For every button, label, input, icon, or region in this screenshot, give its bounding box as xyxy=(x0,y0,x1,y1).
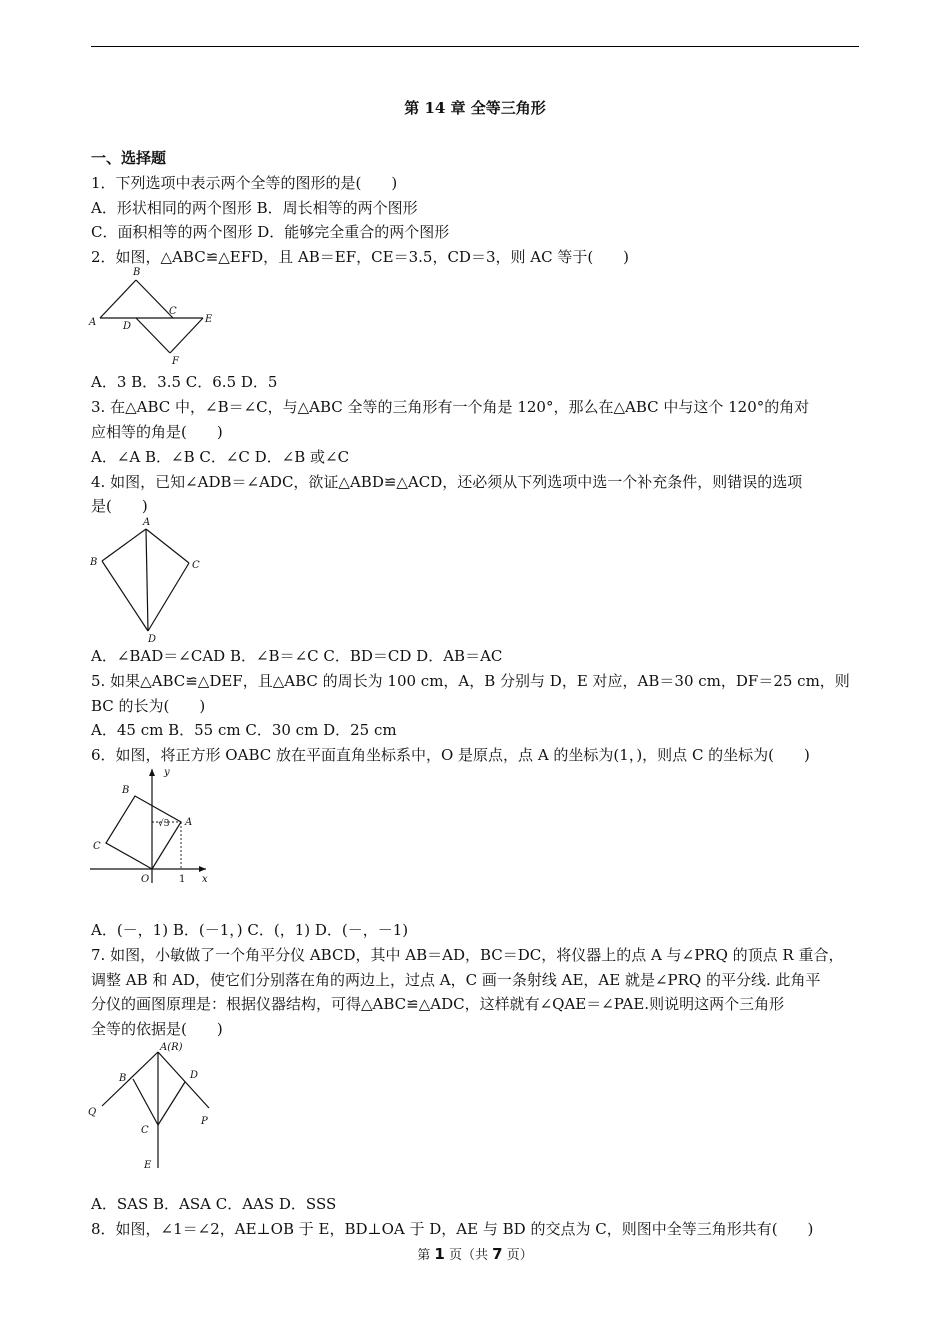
question-7-stem-line-3: 分仪的画图原理是：根据仪器结构，可得△ABC≌△ADC，这样就有∠QAE＝∠PAE.则说明这两个三角形 xyxy=(91,995,785,1013)
question-7-options: A．SAS B．ASA C．AAS D．SSS xyxy=(91,1195,337,1213)
label-Q: Q xyxy=(88,1107,97,1118)
question-2-options: A．3 B．3.5 C．6.5 D．5 xyxy=(91,373,278,391)
label-P: P xyxy=(201,1116,208,1127)
label-O: O xyxy=(141,874,150,885)
tick-label-1: 1 xyxy=(179,874,186,885)
label-A: A xyxy=(89,317,97,328)
label-B: B xyxy=(119,1073,127,1084)
footer-page-number: 1 xyxy=(434,1245,445,1263)
question-5-stem-line-2: BC 的长为( ) xyxy=(91,697,206,715)
page-title: 第 14 章 全等三角形 xyxy=(404,99,546,117)
question-7-stem-line-1: 7. 如图，小敏做了一个角平分仪 ABCD，其中 AB＝AD，BC＝DC，将仪器上的点 A 与∠PRQ 的顶点 R 重合， xyxy=(91,946,844,964)
question-1-options-line-2: C．面积相等的两个图形 D．能够完全重合的两个图形 xyxy=(91,223,450,241)
question-3-stem-line-1: 3. 在△ABC 中，∠B＝∠C，与△ABC 全等的三角形有一个角是 120°，那么在△ABC 中与这个 120°的角对 xyxy=(91,398,810,416)
footer-total-pages: 7 xyxy=(492,1245,503,1263)
footer-suffix: 页） xyxy=(502,1248,533,1263)
figure-q6-square-on-axes xyxy=(88,763,218,888)
label-F: F xyxy=(172,356,179,367)
question-5-options: A．45 cm B．55 cm C．30 cm D．25 cm xyxy=(91,721,397,739)
question-2-stem: 2．如图，△ABC≌△EFD，且 AB＝EF，CE＝3.5，CD＝3，则 AC 等于( ) xyxy=(91,248,630,266)
label-B: B xyxy=(122,785,130,796)
footer-middle: 页（共 xyxy=(444,1248,493,1263)
label-D: D xyxy=(190,1070,199,1081)
label-C: C xyxy=(192,560,200,571)
figure-q2-triangles xyxy=(88,265,223,370)
label-y: y xyxy=(164,767,170,778)
question-7-stem-line-2: 调整 AB 和 AD，使它们分别落在角的两边上，过点 A，C 画一条射线 AE，AE 就是∠PRQ 的平分线. 此角平 xyxy=(91,971,821,989)
question-6-options: A．(－，1) B．(－1，) C．(，1) D．(－，－1) xyxy=(91,921,409,939)
header-rule xyxy=(91,46,859,47)
section-heading: 一、选择题 xyxy=(91,149,167,167)
page-footer xyxy=(0,1244,950,1263)
label-x: x xyxy=(202,874,208,885)
question-3-options: A．∠A B．∠B C．∠C D．∠B 或∠C xyxy=(91,448,350,466)
label-sqrt3: √3 xyxy=(158,819,170,829)
figure-q7-angle-bisector xyxy=(86,1038,221,1178)
figure-q4-kite xyxy=(86,515,211,645)
label-A-R: A(R) xyxy=(160,1042,183,1053)
question-1-options-line-1: A．形状相同的两个图形 B．周长相等的两个图形 xyxy=(91,199,418,217)
label-E: E xyxy=(144,1160,152,1171)
question-4-options: A．∠BAD＝∠CAD B．∠B＝∠C C．BD＝CD D．AB＝AC xyxy=(91,647,503,665)
question-6-stem: 6．如图，将正方形 OABC 放在平面直角坐标系中，O 是原点，点 A 的坐标为(1，)，则点 C 的坐标为( ) xyxy=(91,746,810,764)
question-3-stem-line-2: 应相等的角是( ) xyxy=(91,423,223,441)
question-5-stem-line-1: 5. 如果△ABC≌△DEF，且△ABC 的周长为 100 cm，A，B 分别与 D，E 对应，AB＝30 cm，DF＝25 cm，则 xyxy=(91,672,850,690)
label-C: C xyxy=(93,841,101,852)
label-A: A xyxy=(143,517,151,528)
label-B: B xyxy=(90,557,98,568)
label-C: C xyxy=(141,1125,149,1136)
question-1-stem: 1．下列选项中表示两个全等的图形的是( ) xyxy=(91,174,398,192)
question-7-stem-line-4: 全等的依据是( ) xyxy=(91,1020,223,1038)
label-C: C xyxy=(169,306,177,317)
label-A: A xyxy=(185,817,193,828)
label-D: D xyxy=(123,321,132,332)
question-4-stem-line-1: 4. 如图，已知∠ADB＝∠ADC，欲证△ABD≌△ACD，还必须从下列选项中选一个补充条件，则错误的选项 xyxy=(91,473,803,491)
label-B: B xyxy=(133,267,141,278)
question-8-stem: 8．如图，∠1＝∠2，AE⊥OB 于 E，BD⊥OA 于 D，AE 与 BD 的交点为 C，则图中全等三角形共有( ) xyxy=(91,1220,814,1238)
label-D: D xyxy=(148,634,157,645)
footer-prefix: 第 xyxy=(417,1248,435,1263)
label-E: E xyxy=(205,314,213,325)
question-4-stem-line-2: 是( ) xyxy=(91,497,148,515)
